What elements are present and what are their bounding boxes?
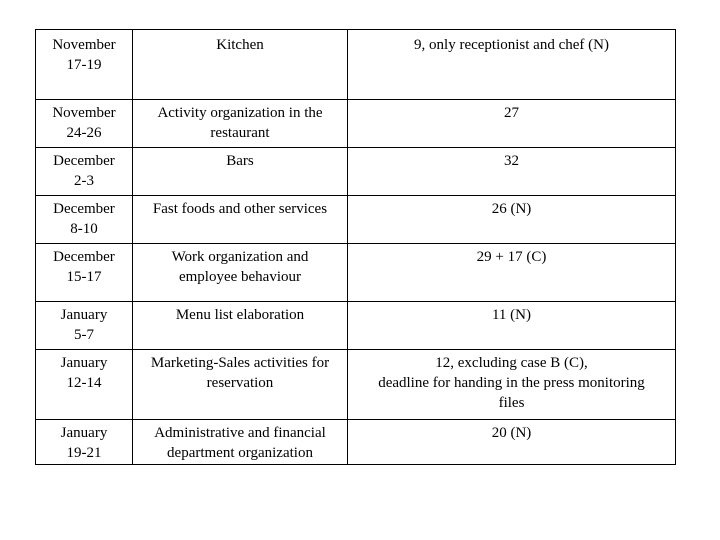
info-text: 29 + 17 (C) bbox=[476, 249, 547, 265]
date-text: November 17-19 bbox=[52, 37, 116, 73]
topic-text: Menu list elaboration bbox=[175, 307, 305, 323]
date-text: December 2-3 bbox=[53, 153, 115, 189]
info-cell bbox=[348, 30, 676, 100]
table-row bbox=[36, 350, 676, 420]
date-text: November 24-26 bbox=[52, 105, 116, 141]
info-text: 26 (N) bbox=[491, 201, 532, 217]
info-cell bbox=[348, 196, 676, 244]
topic-text: Activity organization in the restaurant bbox=[157, 105, 323, 141]
info-cell bbox=[348, 350, 676, 420]
info-text: 32 bbox=[504, 153, 519, 169]
topic-cell bbox=[133, 420, 348, 465]
info-text: 27 bbox=[504, 105, 519, 121]
date-cell bbox=[36, 196, 133, 244]
date-cell bbox=[36, 148, 133, 196]
info-cell bbox=[348, 420, 676, 465]
date-text: December 15-17 bbox=[53, 249, 115, 285]
date-cell bbox=[36, 30, 133, 100]
date-text: December 8-10 bbox=[53, 201, 115, 237]
info-text: 12, excluding case B (C), deadline for handing in the press monitoring files bbox=[378, 355, 645, 411]
table-row bbox=[36, 100, 676, 148]
table-row bbox=[36, 30, 676, 100]
topic-text: Administrative and financial department organization bbox=[154, 425, 326, 461]
topic-cell bbox=[133, 350, 348, 420]
table-row bbox=[36, 302, 676, 350]
table-row bbox=[36, 244, 676, 302]
table-row bbox=[36, 148, 676, 196]
topic-text: Bars bbox=[226, 153, 254, 169]
date-text: January 5-7 bbox=[60, 307, 108, 343]
info-text: 20 (N) bbox=[491, 425, 532, 441]
info-text: 9, only receptionist and chef (N) bbox=[414, 37, 609, 53]
topic-text: Work organization and employee behaviour bbox=[171, 249, 309, 285]
info-text: 11 (N) bbox=[491, 307, 532, 323]
info-cell bbox=[348, 244, 676, 302]
topic-cell bbox=[133, 100, 348, 148]
date-cell bbox=[36, 244, 133, 302]
table-row bbox=[36, 196, 676, 244]
date-cell bbox=[36, 100, 133, 148]
topic-cell bbox=[133, 148, 348, 196]
topic-text: Kitchen bbox=[216, 37, 264, 53]
topic-text: Marketing-Sales activities for reservation bbox=[150, 355, 330, 391]
topic-cell bbox=[133, 196, 348, 244]
date-text: January 12-14 bbox=[60, 355, 108, 391]
info-cell bbox=[348, 100, 676, 148]
info-cell bbox=[348, 148, 676, 196]
date-text: January 19-21 bbox=[60, 425, 108, 461]
topic-cell bbox=[133, 30, 348, 100]
date-cell bbox=[36, 420, 133, 465]
topic-text: Fast foods and other services bbox=[152, 201, 328, 217]
topic-cell bbox=[133, 302, 348, 350]
topic-cell bbox=[133, 244, 348, 302]
date-cell bbox=[36, 350, 133, 420]
info-cell bbox=[348, 302, 676, 350]
date-cell bbox=[36, 302, 133, 350]
schedule-table bbox=[35, 29, 676, 465]
table-row bbox=[36, 420, 676, 465]
